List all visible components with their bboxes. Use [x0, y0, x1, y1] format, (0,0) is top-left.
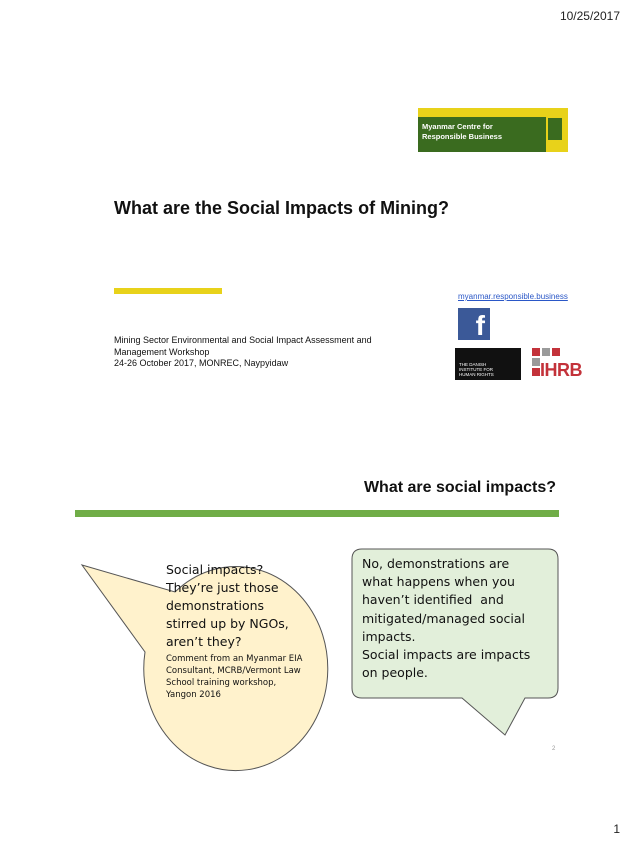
- answer-line: impacts.: [362, 628, 416, 644]
- ngo-quote: [166, 561, 326, 651]
- right-bubble-text: [362, 555, 547, 682]
- facebook-icon[interactable]: f: [458, 308, 490, 340]
- answer-line: haven’t identified and: [362, 592, 504, 608]
- page-number: 1: [613, 822, 620, 836]
- subtitle-line: Mining Sector Environmental and Social Impact Assessment and: [114, 335, 372, 345]
- slide-number: 2: [552, 746, 556, 752]
- logo-line-1: Myanmar Centre for: [422, 122, 493, 131]
- ihr-logo-line: HUMAN RIGHTS: [459, 372, 494, 377]
- answer-line: on people.: [362, 665, 428, 681]
- answer-line: No, demonstrations are: [362, 556, 510, 571]
- note-line: School training workshop,: [166, 678, 277, 688]
- note-line: Yangon 2016: [166, 690, 221, 700]
- page-date: 10/25/2017: [559, 9, 620, 23]
- answer-line: Social impacts are impacts: [362, 647, 531, 663]
- quote-line: aren’t they?: [166, 634, 242, 649]
- ihr-logo-line: THE DANISH: [459, 362, 487, 367]
- subtitle-line: Management Workshop: [114, 346, 210, 357]
- quote-line: They’re just those: [166, 580, 279, 595]
- quote-attribution: [166, 653, 326, 701]
- logo-line-2: Responsible Business: [422, 132, 503, 141]
- ihr-logo-line: INSTITUTE FOR: [459, 367, 493, 372]
- slide1-title: What are the Social Impacts of Mining?: [114, 198, 450, 218]
- answer-line: what happens when you: [362, 574, 515, 590]
- left-bubble-text: [166, 561, 326, 701]
- note-line: Comment from an Myanmar EIA: [166, 654, 303, 664]
- slide2-title: What are social impacts?: [363, 479, 556, 496]
- subtitle-line: 24-26 October 2017, MONREC, Naypyidaw: [114, 358, 289, 368]
- answer-line: mitigated/managed social: [362, 610, 525, 626]
- quote-line: stirred up by NGOs,: [166, 616, 289, 631]
- website-link[interactable]: myanmar.responsible.business: [458, 292, 568, 301]
- ihrb-wordmark: IHRB: [540, 360, 582, 380]
- note-line: Consultant, MCRB/Vermont Law: [166, 666, 301, 676]
- quote-line: demonstrations: [166, 598, 265, 613]
- quote-line: Social impacts?: [166, 562, 264, 577]
